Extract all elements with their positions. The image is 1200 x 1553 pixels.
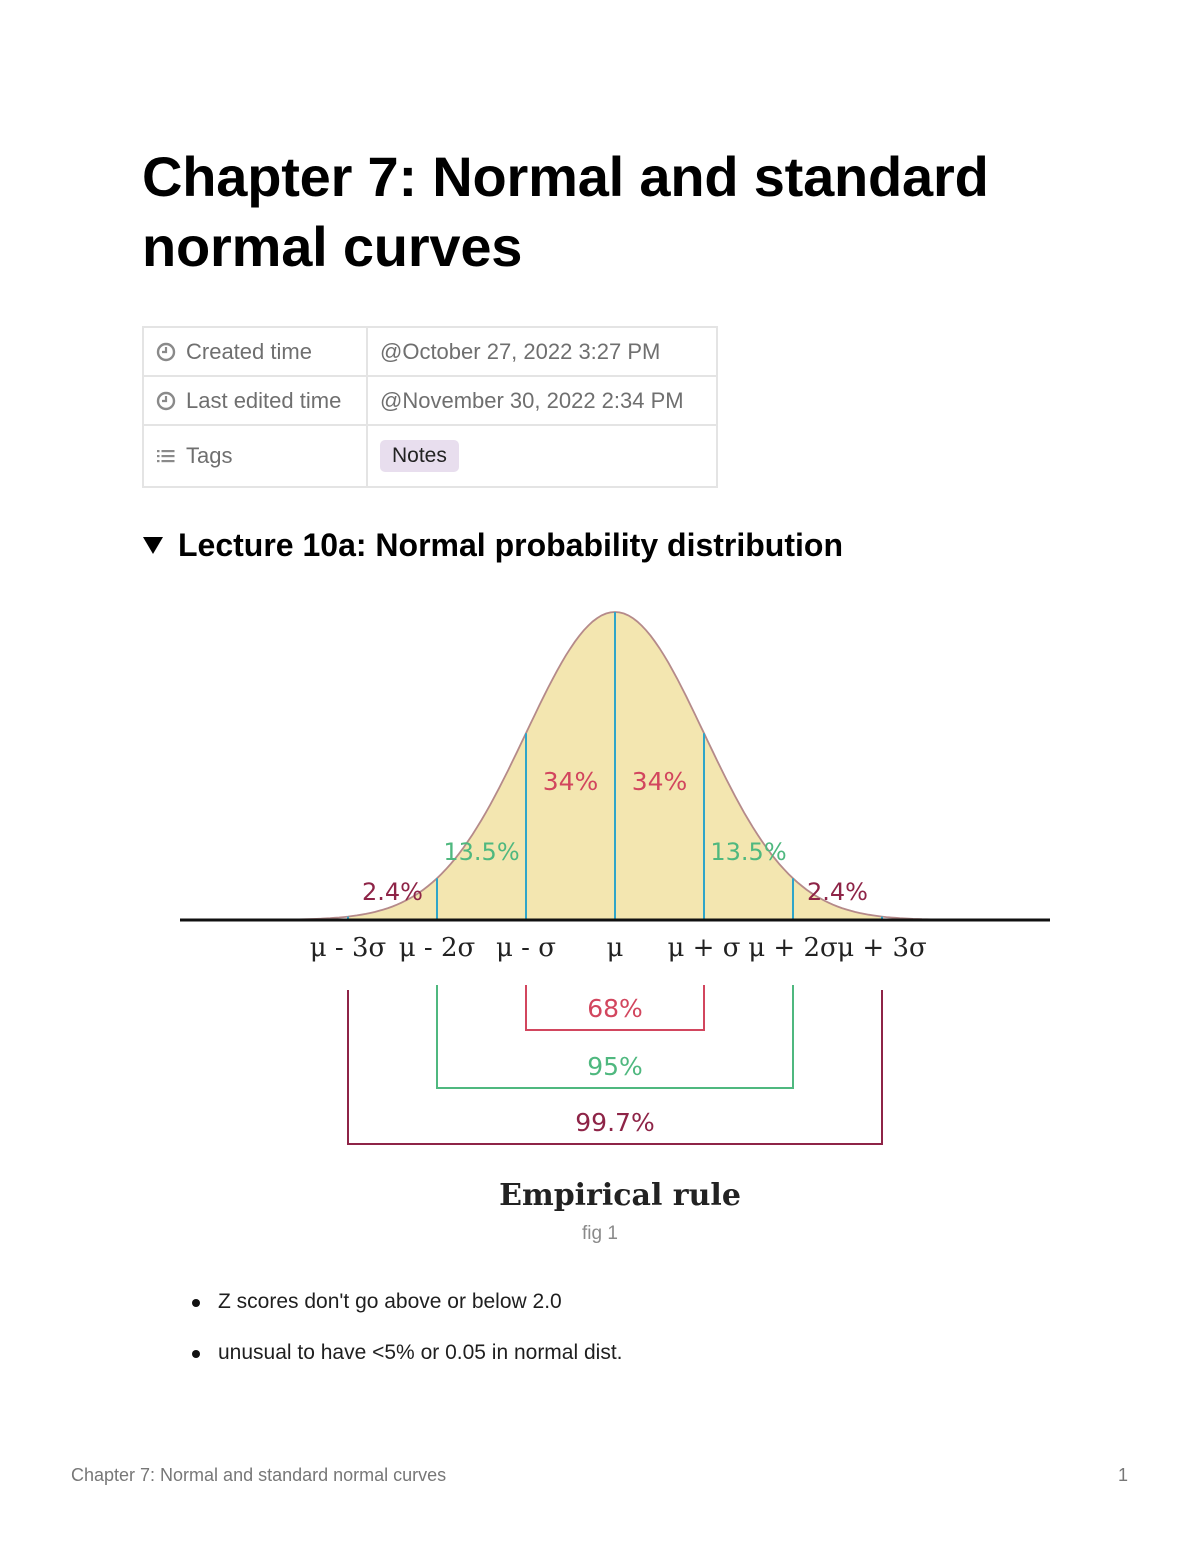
property-key — [143, 327, 367, 376]
clock-icon — [156, 391, 176, 411]
toggle-heading[interactable] — [142, 523, 843, 567]
property-key — [143, 425, 367, 487]
range-bracket-label: 99.7% — [575, 1108, 655, 1137]
property-key — [143, 376, 367, 425]
footer-title: Chapter 7: Normal and standard normal curves — [71, 1465, 447, 1485]
x-tick-label: μ - 3σ — [309, 933, 387, 963]
x-tick-label: μ — [606, 933, 624, 963]
segment-percent-label: 13.5% — [443, 838, 520, 866]
axis-layer — [180, 920, 1050, 963]
segment-percent-label: 34% — [631, 767, 688, 796]
properties-table — [142, 326, 718, 488]
x-tick-label: μ + σ — [667, 933, 741, 963]
x-tick-label: μ + 2σ — [748, 933, 838, 963]
property-key-label: Created time — [186, 338, 312, 364]
x-tick-label: μ + 3σ — [837, 933, 927, 963]
segment-percent-label: 2.4% — [362, 878, 423, 906]
property-value[interactable] — [367, 425, 717, 487]
x-tick-label: μ - 2σ — [398, 933, 476, 963]
figure-title: Empirical rule — [499, 1178, 741, 1213]
tag-badge-notes[interactable]: Notes — [380, 440, 459, 472]
property-row-created-time — [143, 327, 717, 376]
x-tick-label: μ - σ — [496, 933, 556, 963]
figure-caption: fig 1 — [582, 1223, 618, 1244]
bracket-layer — [348, 985, 882, 1144]
property-row-tags — [143, 425, 717, 487]
property-key-label: Tags — [186, 443, 233, 468]
segment-percent-label: 2.4% — [807, 878, 868, 906]
range-bracket-label: 95% — [587, 1052, 643, 1081]
curve-layer — [250, 612, 980, 920]
property-value[interactable]: @October 27, 2022 3:27 PM — [367, 327, 717, 376]
range-bracket-label: 68% — [587, 994, 643, 1023]
footer-page-number: 1 — [1117, 1465, 1128, 1485]
property-row-last-edited-time — [143, 376, 717, 425]
toggle-triangle-down-icon[interactable] — [142, 534, 164, 556]
property-value[interactable]: @November 30, 2022 2:34 PM — [367, 376, 717, 425]
clock-icon — [156, 342, 176, 362]
page-title: Chapter 7: Normal and standard normal curves — [142, 145, 989, 278]
list-icon — [156, 446, 176, 466]
empirical-rule-figure — [170, 590, 1060, 1230]
property-key-label: Last edited time — [186, 387, 342, 413]
bullet-list — [190, 1283, 623, 1385]
list-item: unusual to have <5% or 0.05 in normal dist. — [190, 1334, 623, 1385]
segment-percent-label: 13.5% — [710, 838, 787, 866]
list-item: Z scores don't go above or below 2.0 — [190, 1283, 623, 1334]
segment-percent-label: 34% — [542, 767, 599, 796]
toggle-heading-label: Lecture 10a: Normal probability distribution — [178, 527, 843, 563]
